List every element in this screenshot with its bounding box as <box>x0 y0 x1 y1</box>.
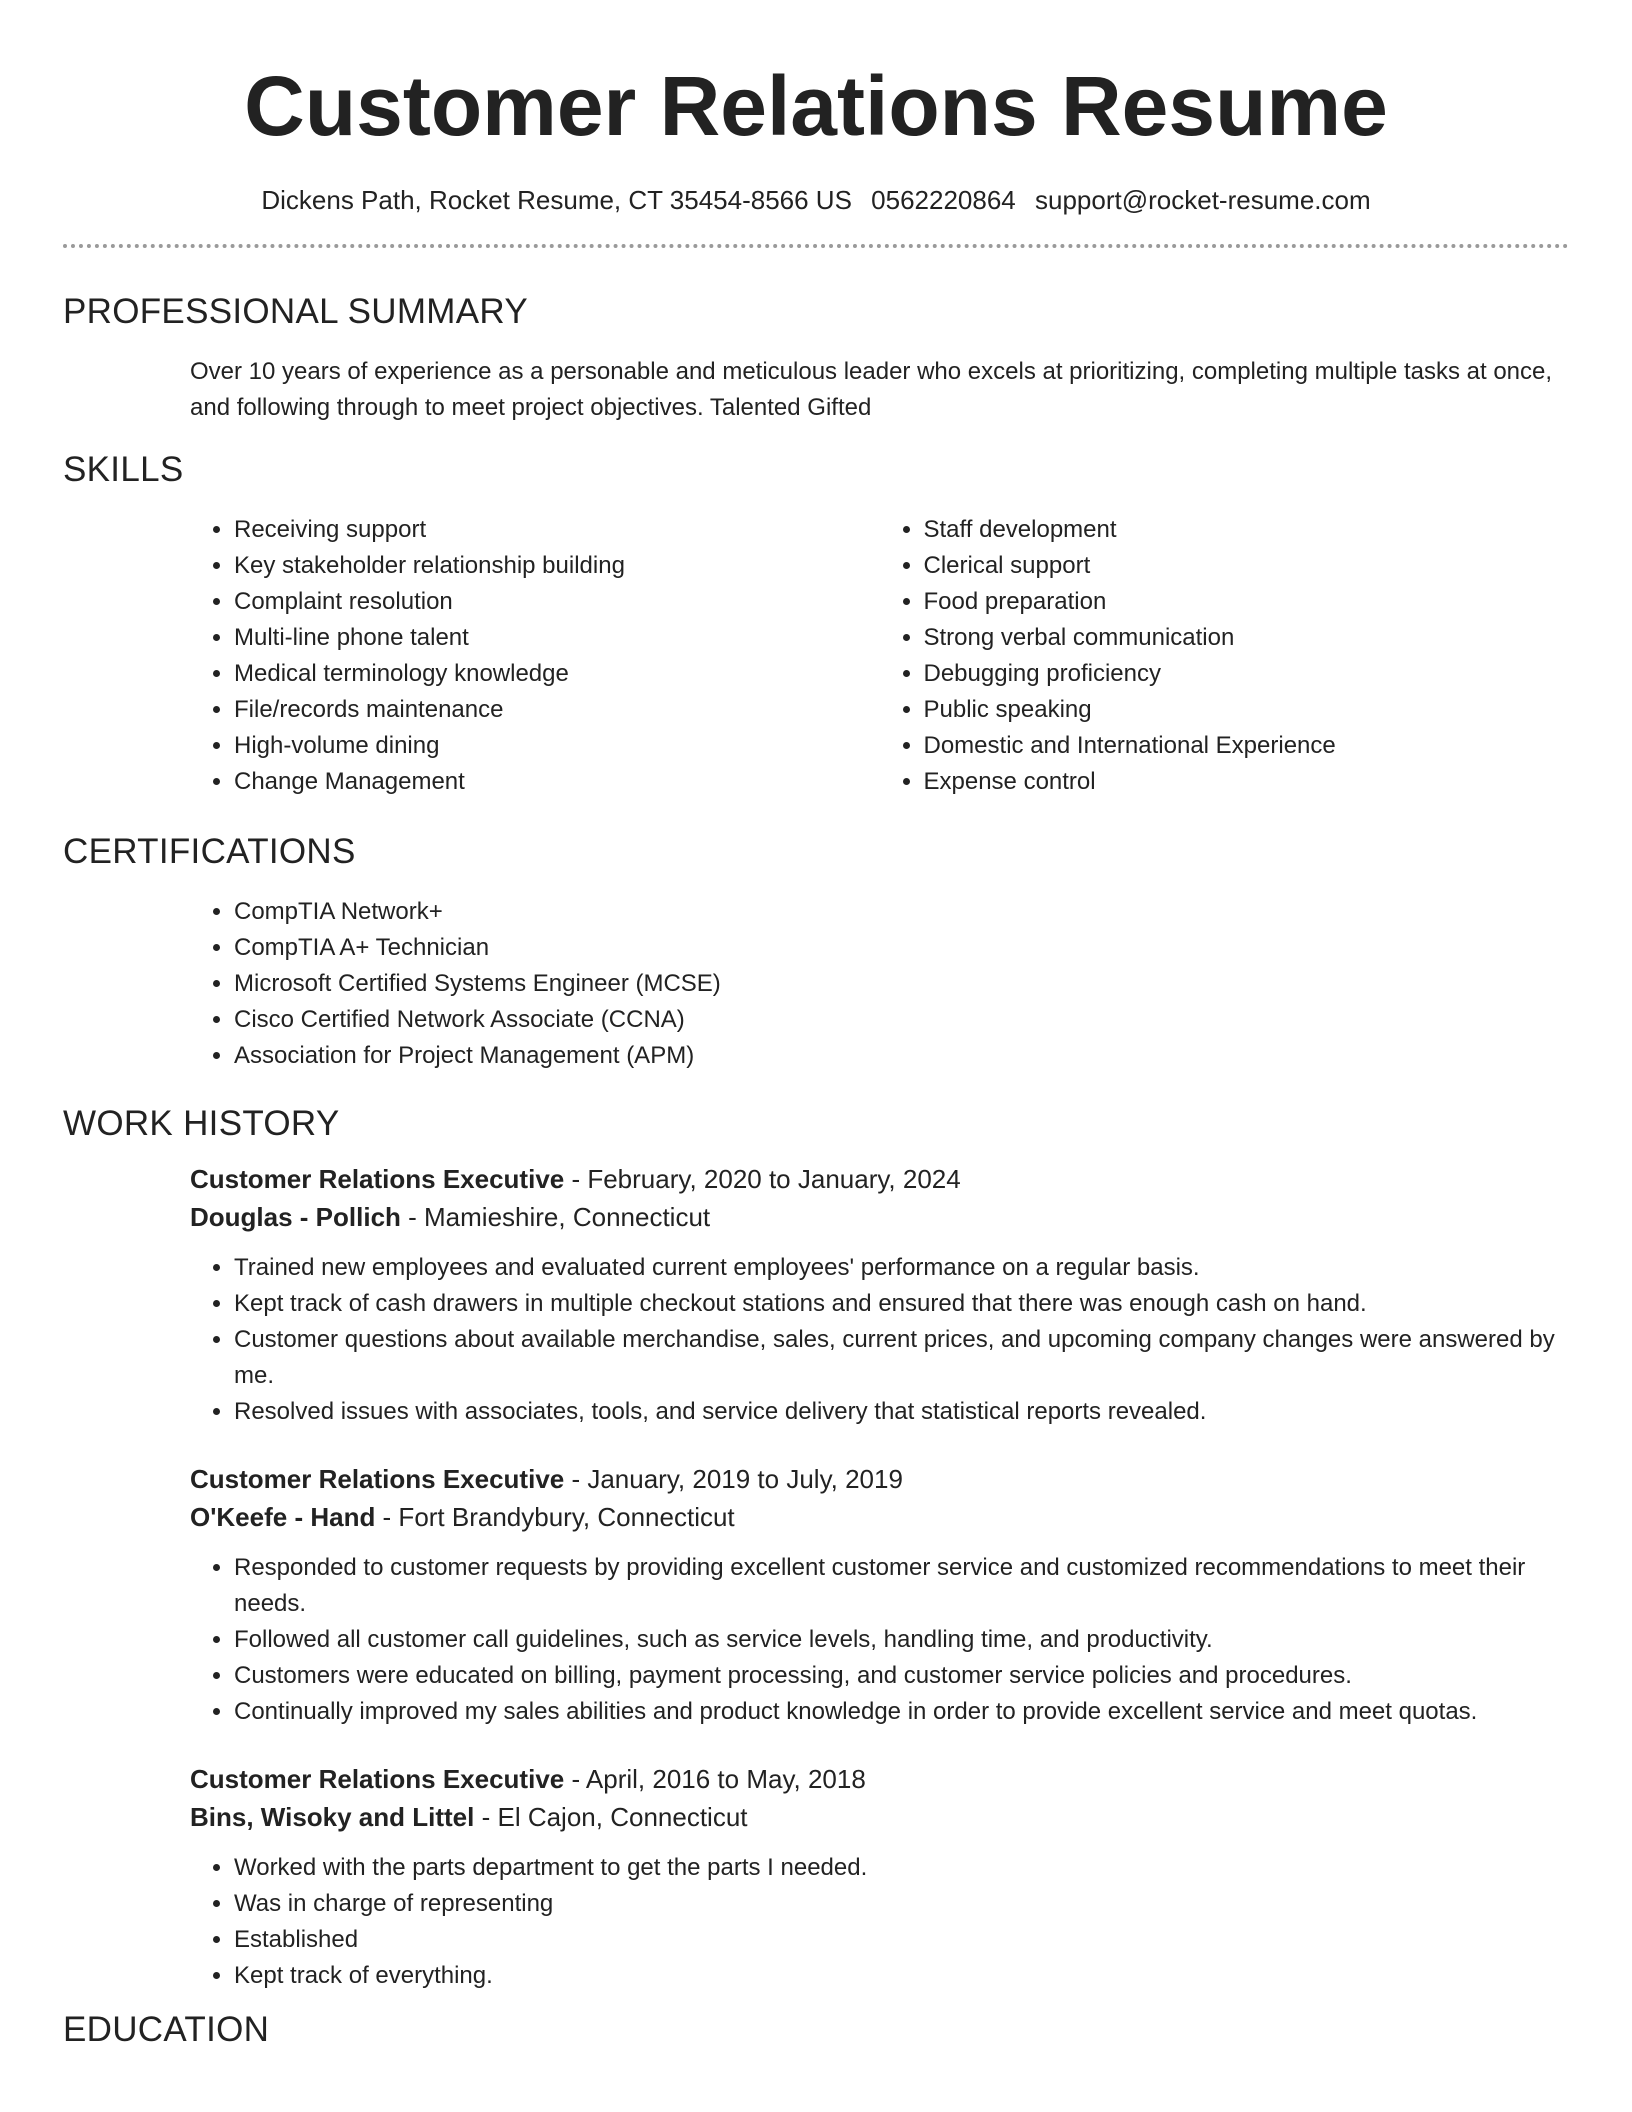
list-item: • Customers were educated on billing, payment processing, and customer service policies and procedures. <box>234 1658 1569 1694</box>
list-item: • Kept track of everything. <box>234 1958 1569 1994</box>
list-item: • Multi-line phone talent <box>234 620 880 656</box>
job-dates: - January, 2019 to July, 2019 <box>564 1464 903 1494</box>
skills-list-left <box>190 512 880 800</box>
job-title-line <box>190 1160 1569 1198</box>
education-section <box>63 2010 1569 2050</box>
job-company: Bins, Wisoky and Littel <box>190 1802 475 1832</box>
list-item: • Resolved issues with associates, tools, and service delivery that statistical reports revealed. <box>234 1394 1569 1430</box>
list-item: • Strong verbal communication <box>924 620 1570 656</box>
summary-section <box>63 292 1569 426</box>
job-company: Douglas - Pollich <box>190 1202 401 1232</box>
list-item: • CompTIA A+ Technician <box>234 930 1569 966</box>
list-item: • Expense control <box>924 764 1570 800</box>
list-item: • Change Management <box>234 764 880 800</box>
job-company-line <box>190 1198 1569 1236</box>
job-title-line <box>190 1460 1569 1498</box>
list-item: • Public speaking <box>924 692 1570 728</box>
list-item: • Trained new employees and evaluated current employees' performance on a regular basis. <box>234 1250 1569 1286</box>
list-item: • Association for Project Management (APM) <box>234 1038 1569 1074</box>
list-item: • Responded to customer requests by providing excellent customer service and customized recommendations to meet their needs. <box>234 1550 1569 1622</box>
certifications-list <box>190 894 1569 1074</box>
resume-title: Customer Relations Resume <box>244 59 1388 153</box>
job-title: Customer Relations Executive <box>190 1764 565 1794</box>
job-title: Customer Relations Executive <box>190 1164 565 1194</box>
list-item: • Debugging proficiency <box>924 656 1570 692</box>
list-item: • Established <box>234 1922 1569 1958</box>
job-dates: - April, 2016 to May, 2018 <box>564 1764 866 1794</box>
work-history-body <box>190 1160 1569 1994</box>
skills-section <box>63 450 1569 800</box>
job-company-line <box>190 1498 1569 1536</box>
contact-email: support@rocket-resume.com <box>1035 185 1371 215</box>
list-item: • Key stakeholder relationship building <box>234 548 880 584</box>
certifications-section <box>63 832 1569 1074</box>
certifications-heading: CERTIFICATIONS <box>63 832 356 871</box>
list-item: • Kept track of cash drawers in multiple checkout stations and ensured that there was enough cash on hand. <box>234 1286 1569 1322</box>
job-entry <box>190 1460 1569 1730</box>
list-item: • Complaint resolution <box>234 584 880 620</box>
job-entry <box>190 1760 1569 1994</box>
summary-text: Over 10 years of experience as a personable and meticulous leader who excels at prioritizing, completing multiple tasks at once, and following through to meet project objectives. Talented Gifted <box>190 358 1553 421</box>
list-item: • Medical terminology knowledge <box>234 656 880 692</box>
list-item: • Staff development <box>924 512 1570 548</box>
job-location: - El Cajon, Connecticut <box>474 1802 748 1832</box>
list-item: • Clerical support <box>924 548 1570 584</box>
summary-heading: PROFESSIONAL SUMMARY <box>63 292 528 331</box>
contact-phone: 0562220864 <box>871 185 1016 215</box>
list-item: • High-volume dining <box>234 728 880 764</box>
contact-address: Dickens Path, Rocket Resume, CT 35454-8566 US <box>261 185 852 215</box>
job-company: O'Keefe - Hand <box>190 1502 376 1532</box>
skills-list-right <box>880 512 1570 800</box>
list-item: • Food preparation <box>924 584 1570 620</box>
list-item: • Microsoft Certified Systems Engineer (MCSE) <box>234 966 1569 1002</box>
education-heading: EDUCATION <box>63 2010 270 2049</box>
list-item: • File/records maintenance <box>234 692 880 728</box>
job-company-line <box>190 1798 1569 1836</box>
job-dates: - February, 2020 to January, 2024 <box>564 1164 961 1194</box>
list-item: • Was in charge of representing <box>234 1886 1569 1922</box>
header-divider <box>63 244 1569 248</box>
job-location: - Mamieshire, Connecticut <box>400 1202 711 1232</box>
skills-columns <box>190 512 1569 800</box>
certifications-body <box>190 894 1569 1074</box>
job-bullets <box>190 1850 1569 1994</box>
list-item: • Continually improved my sales abilities and product knowledge in order to provide excellent service and meet quotas. <box>234 1694 1569 1730</box>
contact-line <box>0 184 1632 216</box>
job-title: Customer Relations Executive <box>190 1464 565 1494</box>
list-item: • CompTIA Network+ <box>234 894 1569 930</box>
list-item: • Customer questions about available merchandise, sales, current prices, and upcoming company changes were answered by me. <box>234 1322 1569 1394</box>
list-item: • Receiving support <box>234 512 880 548</box>
job-location: - Fort Brandybury, Connecticut <box>375 1502 735 1532</box>
list-item: • Followed all customer call guidelines, such as service levels, handling time, and productivity. <box>234 1622 1569 1658</box>
job-entry <box>190 1160 1569 1430</box>
work-history-section <box>63 1104 1569 1994</box>
list-item: • Cisco Certified Network Associate (CCNA) <box>234 1002 1569 1038</box>
job-bullets <box>190 1550 1569 1730</box>
job-bullets <box>190 1250 1569 1430</box>
work-history-heading: WORK HISTORY <box>63 1104 340 1143</box>
list-item: • Worked with the parts department to get the parts I needed. <box>234 1850 1569 1886</box>
list-item: • Domestic and International Experience <box>924 728 1570 764</box>
skills-heading: SKILLS <box>63 450 184 489</box>
job-title-line <box>190 1760 1569 1798</box>
